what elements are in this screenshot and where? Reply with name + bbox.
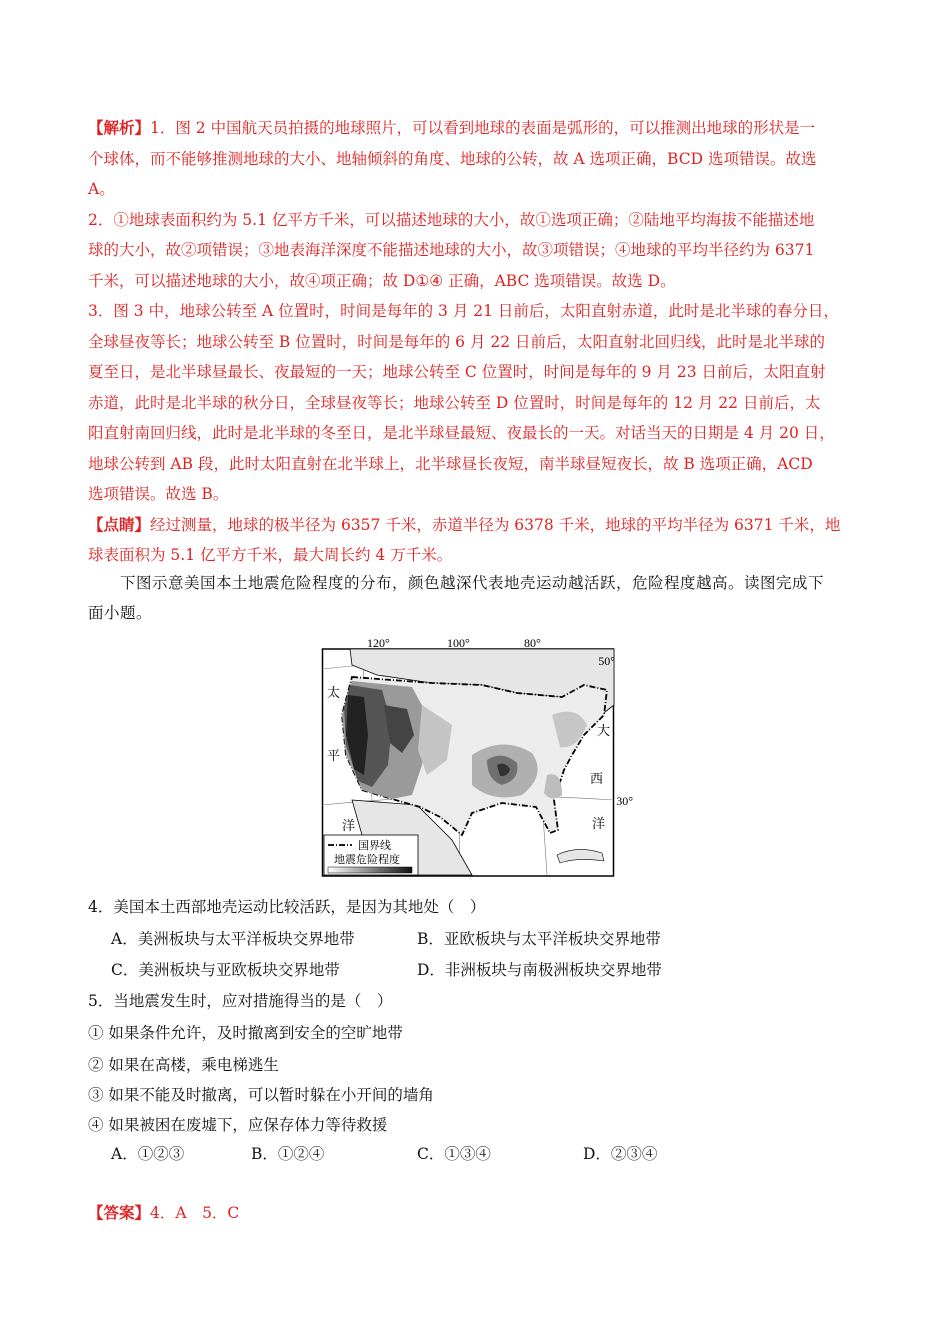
analysis-line: 赤道，此时是北半球的秋分日，全球昼夜等长；地球公转至 D 位置时，时间是每年的 12 月 22 日前后，太 — [88, 393, 821, 412]
lon-label: 120° — [367, 636, 390, 650]
q4-stem: 4．美国本土西部地壳运动比较活跃，是因为其地处（ ） — [88, 898, 486, 916]
usa-earthquake-hazard-map — [322, 635, 633, 877]
analysis-line: 选项错误。故选 B。 — [88, 485, 229, 503]
ocean-label: 西 — [590, 771, 604, 786]
lon-label: 100° — [447, 636, 470, 650]
q4-option-c[interactable]: C．美洲板块与亚欧板块交界地带 — [111, 961, 340, 979]
q5-option-b[interactable]: B．①②④ — [251, 1145, 325, 1163]
analysis-line: 球的大小，故②项错误；③地表海洋深度不能描述地球的大小，故③项错误；④地球的平均半径约为 6371 — [88, 241, 815, 259]
analysis-line: 全球昼夜等长；地球公转至 B 位置时，时间是每年的 6 月 22 日前后，太阳直射北回归线，此时是北半球的 — [88, 332, 826, 351]
analysis-line: 3．图 3 中，地球公转至 A 位置时，时间是每年的 3 月 21 日前后，太阳直射赤道，此时是北半球的春分日， — [88, 302, 839, 320]
analysis-line: 阳直射南回归线，此时是北半球的冬至日，是北半球昼最短、夜最长的一天。对话当天的日期是 4 月 20 日， — [88, 424, 835, 442]
q5-stem: 5．当地震发生时，应对措施得当的是（ ） — [88, 992, 393, 1010]
answer-line — [88, 1201, 239, 1223]
map-legend — [324, 835, 418, 875]
legend-border-label: 国界线 — [358, 840, 391, 852]
note-line: 球表面积为 5.1 亿平方千米，最大周长约 4 万千米。 — [88, 546, 453, 564]
analysis-line: 千米，可以描述地球的大小，故④项正确；故 D①④ 正确，ABC 选项错误。故选 D。 — [88, 271, 676, 290]
q5-option-c[interactable]: C．①③④ — [417, 1145, 491, 1163]
lat-label: 50° — [598, 654, 615, 668]
analysis-line: 夏至日，是北半球昼最长、夜最短的一天；地球公转至 C 位置时，时间是每年的 9 月 23 日前后，太阳直射 — [88, 363, 826, 381]
analysis-line: 个球体，而不能够推测地球的大小、地轴倾斜的角度、地球的公转，故 A 选项正确，BCD 选项错误。故选 — [88, 149, 817, 168]
q5-item: ① 如果条件允许，及时撤离到安全的空旷地带 — [88, 1024, 403, 1042]
q5-option-a[interactable]: A．①②③ — [111, 1145, 185, 1163]
analysis-line: A。 — [88, 180, 115, 198]
ocean-label: 平 — [327, 748, 341, 763]
analysis-tag: 【解析】 — [88, 118, 151, 137]
analysis-line: 【解析】1．图 2 中国航天员拍摄的地球照片，可以看到地球的表面是弧形的，可以推测出地球的形状是一 — [88, 118, 816, 137]
analysis-line: 2．①地球表面积约为 5.1 亿平方千米，可以描述地球的大小，故①选项正确；②陆地平均海拔不能描述地 — [88, 210, 815, 229]
lat-label: 30° — [616, 794, 633, 808]
answer-tag: 【答案】 — [88, 1203, 151, 1222]
note-tag: 【点睛】 — [88, 514, 151, 534]
q5-item: ② 如果在高楼，乘电梯逃生 — [88, 1056, 279, 1074]
q4-option-a[interactable]: A．美洲板块与太平洋板块交界地带 — [111, 930, 355, 948]
q5-item: ④ 如果被困在废墟下，应保存体力等待救援 — [88, 1116, 388, 1134]
analysis-block — [88, 113, 868, 571]
question-intro: 下图示意美国本土地震危险程度的分布，颜色越深代表地壳运动越活跃，危险程度越高。读图完成下 面小题。 — [88, 574, 825, 622]
ocean-label: 洋 — [592, 816, 606, 831]
legend-hazard-label: 地震危险程度 — [334, 854, 400, 866]
lon-label: 80° — [524, 636, 541, 650]
analysis-line: 地球公转到 AB 段，此时太阳直射在北半球上，北半球昼长夜短，南半球昼短夜长，故 B 选项正确，ACD — [88, 454, 813, 473]
q5-item: ③ 如果不能及时撤离，可以暂时躲在小开间的墙角 — [88, 1086, 434, 1104]
q4-option-d[interactable]: D．非洲板块与南极洲板块交界地带 — [417, 961, 662, 979]
q4-option-b[interactable]: B．亚欧板块与太平洋板块交界地带 — [417, 930, 661, 948]
ocean-label: 大 — [597, 723, 611, 738]
q5-option-d[interactable]: D．②③④ — [583, 1145, 658, 1163]
ocean-label: 太 — [327, 685, 341, 700]
ocean-label: 洋 — [342, 818, 356, 833]
note-line: 【点睛】经过测量，地球的极半径为 6357 千米，赤道半径为 6378 千米，地球的平均半径为 6371 千米，地 — [88, 514, 841, 534]
answer-text: 4．A 5．C — [150, 1204, 240, 1222]
